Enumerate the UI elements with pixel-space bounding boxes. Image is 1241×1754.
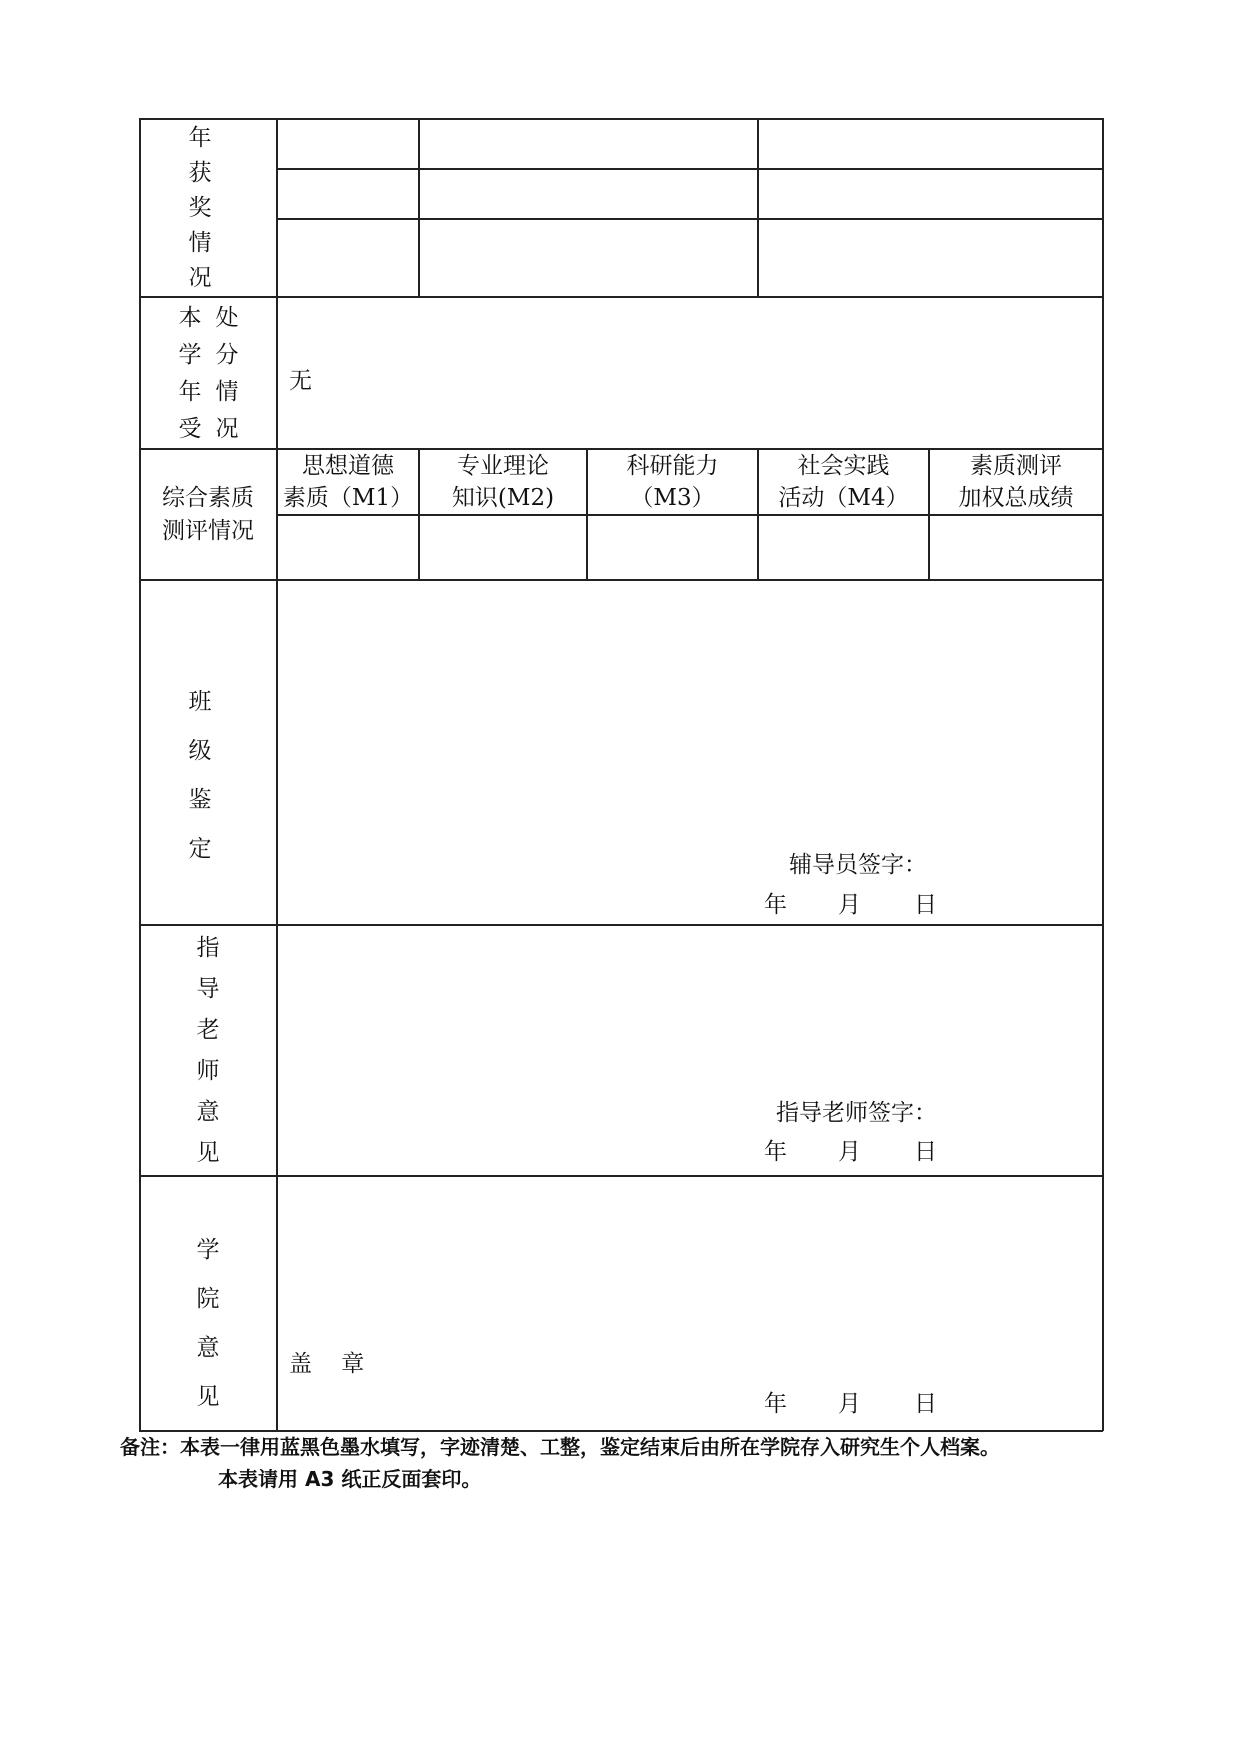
sanction-value[interactable]: 无	[289, 368, 312, 394]
advisor-opinion-label-char: 指	[196, 935, 220, 961]
advisor-opinion-label-char: 师	[196, 1058, 220, 1084]
quality-header-m2: 专业理论 知识(M2)	[451, 453, 555, 511]
class-appraisal-label-char: 定	[188, 836, 212, 862]
quality-value-total[interactable]	[930, 516, 1102, 578]
class-appraisal-label-char: 班	[188, 689, 212, 715]
awards-label-char: 年	[188, 125, 212, 151]
class-appraisal-text-area[interactable]	[278, 581, 1101, 831]
college-opinion-label-char: 意	[196, 1335, 220, 1361]
advisor-signature-label: 指导老师签字：	[776, 1100, 937, 1126]
seal-label: 盖 章	[289, 1351, 365, 1377]
sanction-label-char: 况	[215, 416, 239, 442]
quality-header-total: 素质测评 加权总成绩	[958, 453, 1074, 511]
quality-header-m4: 社会实践 活动（M4）	[778, 453, 909, 511]
sanction-label-char: 分	[215, 342, 239, 368]
date-year-label: 年	[764, 1139, 787, 1165]
awards-label-char: 况	[188, 265, 212, 291]
sanction-label-char: 本	[178, 305, 202, 331]
advisor-opinion-text-area[interactable]	[278, 926, 1101, 1096]
note-line-2: 本表请用 A3 纸正反面套印。	[218, 1467, 482, 1491]
date-year-label: 年	[764, 1391, 787, 1417]
advisor-opinion-label-char: 见	[196, 1140, 220, 1166]
date-month-label: 月	[838, 892, 861, 918]
sanction-label-char: 受	[178, 416, 202, 442]
counselor-signature-label: 辅导员签字：	[789, 852, 927, 878]
awards-label-char: 情	[188, 230, 212, 256]
date-day-label: 日	[914, 1139, 937, 1165]
sanction-label-char: 情	[215, 379, 239, 405]
date-month-label: 月	[838, 1139, 861, 1165]
college-opinion-label-char: 学	[196, 1237, 220, 1263]
sanction-label-char: 学	[178, 342, 202, 368]
awards-label-char: 奖	[188, 195, 212, 221]
sanction-label-char: 处	[215, 305, 239, 331]
quality-value-m3[interactable]	[588, 516, 757, 578]
quality-value-m1[interactable]	[278, 516, 418, 578]
sanction-label-char: 年	[178, 379, 202, 405]
date-day-label: 日	[914, 892, 937, 918]
advisor-opinion-label-char: 意	[196, 1099, 220, 1125]
date-month-label: 月	[838, 1391, 861, 1417]
date-year-label: 年	[764, 892, 787, 918]
quality-value-m4[interactable]	[759, 516, 928, 578]
quality-value-m2[interactable]	[420, 516, 586, 578]
college-opinion-label-char: 见	[196, 1384, 220, 1410]
class-appraisal-label-char: 级	[188, 738, 212, 764]
college-opinion-label-char: 院	[196, 1286, 220, 1312]
quality-header-m1: 思想道德 素质（M1）	[282, 453, 414, 511]
advisor-opinion-label-char: 老	[196, 1017, 220, 1043]
date-day-label: 日	[914, 1391, 937, 1417]
note-line-1: 备注：本表一律用蓝黑色墨水填写，字迹清楚、工整，鉴定结束后由所在学院存入研究生个人档案。	[120, 1435, 1000, 1459]
awards-label-char: 获	[188, 160, 212, 186]
quality-eval-label: 综合素质 测评情况	[162, 485, 254, 544]
awards-entry-field[interactable]	[278, 120, 1101, 295]
quality-header-m3: 科研能力 （M3）	[626, 453, 719, 511]
class-appraisal-label-char: 鉴	[188, 787, 212, 813]
college-opinion-text-area[interactable]	[278, 1177, 1101, 1347]
advisor-opinion-label-char: 导	[196, 976, 220, 1002]
